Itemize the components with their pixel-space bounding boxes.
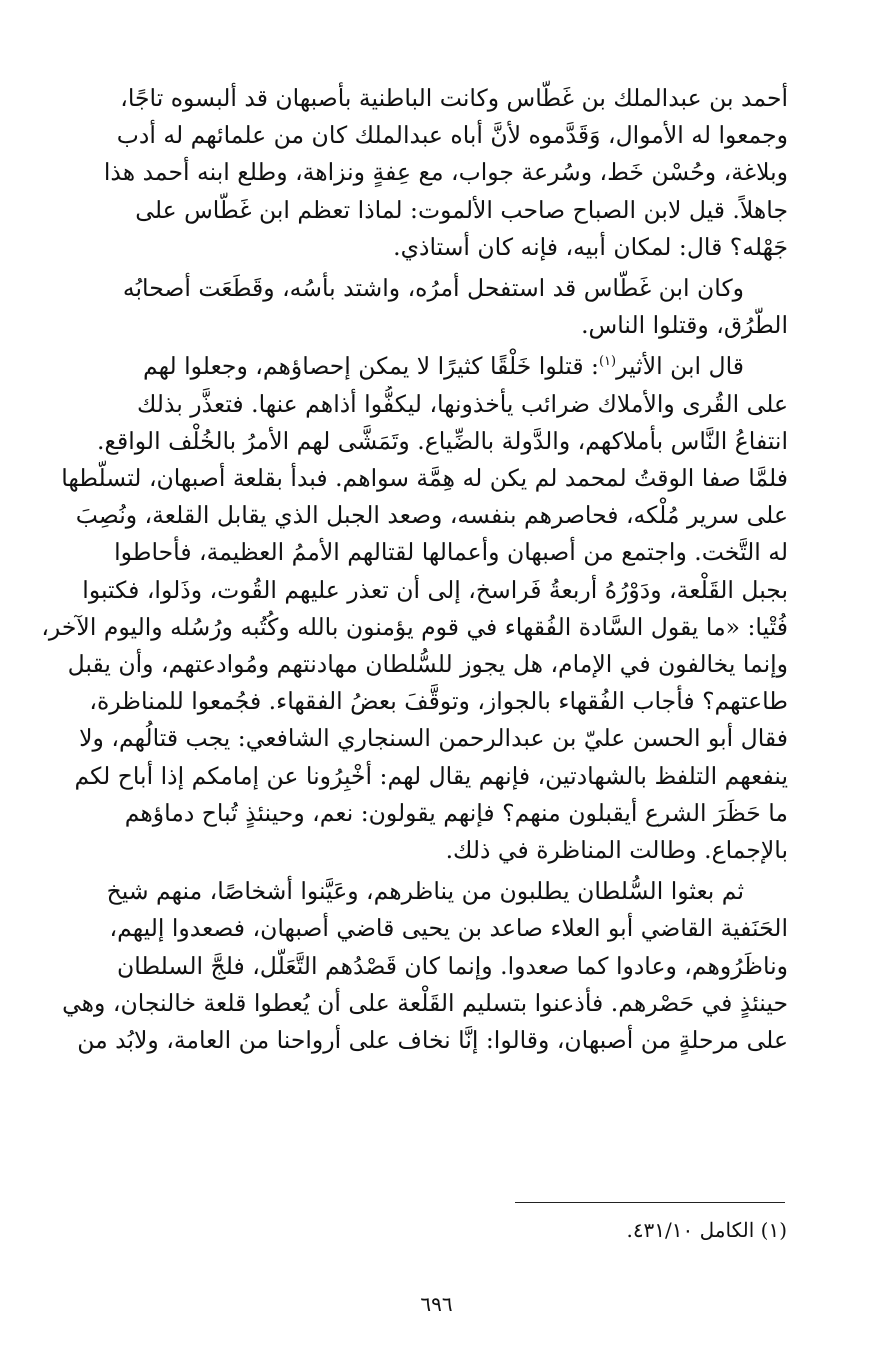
text-line: له التَّخت. واجتمع من أصبهان وأعمالها لقتالهم الأممُ العظيمة، فأحاطوا [114, 538, 788, 567]
text-line: وناظَرُوهم، وعادوا كما صعدوا. وإنما كان قَصْدُهم التَّعَلُّل، فلجَّ السلطان [116, 951, 788, 980]
text-line: فلمَّا صفا الوقتُ لمحمد لم يكن له هِمَّة سواهم. فبدأ بقلعة أصبهان، لتسلُّطها [61, 464, 788, 493]
text-line: ينفعهم التلفظ بالشهادتين، فإنهم يقال لهم: أخْبِرُونا عن إمامكم إذا أباح لكم [74, 761, 788, 790]
page-number: ٦٩٦ [420, 1292, 453, 1316]
text-line: فُتْيا: «ما يقول السَّادة الفُقهاء في قوم يؤمنون بالله وكُتُبه ورُسُله واليوم الآخر، [41, 612, 788, 641]
text-line: فقال أبو الحسن عليّ بن عبدالرحمن السنجاري الشافعي: يجب قتالُهم، ولا [79, 724, 788, 753]
text-line: على مرحلةٍ من أصبهان، وقالوا: إنَّا نخاف على أرواحنا من العامة، ولابُد من [77, 1026, 788, 1055]
text-line [36, 348, 788, 385]
text-line: وكان ابن غَطَّاس قد استفحل أمرُه، واشتد بأسُه، وقَطَعَت أصحابُه [122, 274, 744, 303]
text-line: وجمعوا له الأموال، وَقَدَّموه لأنَّ أباه عبدالملك كان من علمائهم له أدب [116, 121, 788, 150]
text-line: على سرير مُلْكه، فحاصرهم بنفسه، وصعد الجبل الذي يقابل القلعة، ونُصِبَ [75, 501, 788, 530]
paragraph [36, 80, 788, 266]
paragraph [36, 348, 788, 869]
text-line: وإنما يخالفون في الإمام، هل يجوز للسُّلطان مهادنتهم ومُوادعتهم، وأن يقبل [67, 650, 788, 679]
text-line: بجبل القَلْعة، ودَوْرُهُ أربعةُ فَراسخ، إلى أن تعذر عليهم القُوت، وذَلوا، فكتبوا [82, 575, 788, 604]
text-line: الطُّرُق، وقتلوا الناس. [581, 311, 788, 340]
text-line: ما حَظَرَ الشرع أيقبلون منهم؟ فإنهم يقولون: نعم، وحينئذٍ تُباح دماؤهم [124, 798, 788, 827]
text-line: جاهلاً. قيل لابن الصباح صاحب الألموت: لماذا تعظم ابن غَطَّاس على [135, 195, 788, 224]
text-line: انتفاعُ النَّاس بأملاكهم، والدَّولة بالضِّياع. وتَمَشَّى لهم الأمرُ بالخُلْف الواقع. [97, 426, 788, 455]
text-line: ثم بعثوا السُّلطان يطلبون من يناظرهم، وعَيَّنوا أشخاصًا، منهم شيخ [106, 877, 744, 906]
text-line: طاعتهم؟ فأجاب الفُقهاء بالجواز، وتوقَّفَ بعضُ الفقهاء. فجُمعوا للمناظرة، [89, 687, 788, 716]
text-line: بالإجماع. وطالت المناظرة في ذلك. [445, 836, 788, 865]
text-run: : قتلوا خَلْقًا كثيرًا لا يمكن إحصاؤهم، وجعلوا لهم [143, 352, 599, 381]
text-line: أحمد بن عبدالملك بن غَطَّاس وكانت الباطنية بأصبهان قد ألبسوه تاجًا، [120, 84, 788, 112]
footnote-separator [515, 1202, 785, 1203]
text-line: الحَنَفية القاضي أبو العلاء صاعد بن يحيى قاضي أصبهان، فصعدوا إليهم، [109, 914, 788, 943]
text-line: على القُرى والأملاك ضرائب يأخذونها، ليكفُّوا أذاهم عنها. فتعذَّر بذلك [136, 389, 788, 418]
footnote-marker: (١) [598, 354, 617, 370]
paragraph [36, 873, 788, 1059]
footnote: (١) الكامل ٤٣١/١٠. [626, 1218, 787, 1242]
text-run: قال ابن الأثير [616, 352, 744, 381]
text-line: جَهْله؟ قال: لمكان أبيه، فإنه كان أستاذي. [393, 232, 788, 261]
text-line: حينئذٍ في حَصْرهم. فأذعنوا بتسليم القَلْعة على أن يُعطوا قلعة خالنجان، وهي [62, 988, 788, 1017]
main-text [36, 80, 788, 1063]
paragraph [36, 270, 788, 344]
text-line: وبلاغة، وحُسْن خَط، وسُرعة جواب، مع عِفةٍ ونزاهة، وطلع ابنه أحمد هذا [103, 158, 788, 187]
